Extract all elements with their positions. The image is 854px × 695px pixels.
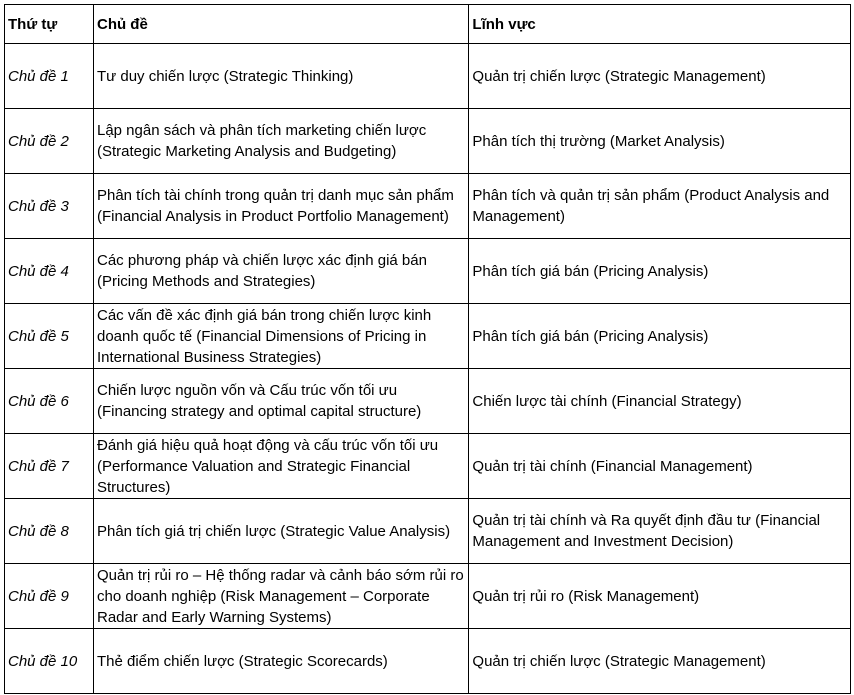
- table-row: [5, 564, 851, 629]
- topic-cell: Các phương pháp và chiến lược xác định giá bán (Pricing Methods and Strategies): [93, 239, 468, 304]
- order-cell: Chủ đề 6: [5, 369, 94, 434]
- topic-cell: Thẻ điểm chiến lược (Strategic Scorecards): [93, 629, 468, 694]
- table-header: [5, 5, 851, 44]
- table-row: [5, 434, 851, 499]
- order-cell: Chủ đề 8: [5, 499, 94, 564]
- header-topic: Chủ đề: [93, 5, 468, 44]
- topic-cell: Chiến lược nguồn vốn và Cấu trúc vốn tối ưu (Financing strategy and optimal capital structure): [93, 369, 468, 434]
- field-cell: Chiến lược tài chính (Financial Strategy): [469, 369, 851, 434]
- topic-cell: Phân tích tài chính trong quản trị danh mục sản phẩm (Financial Analysis in Product Portfolio Management): [93, 174, 468, 239]
- order-cell: Chủ đề 2: [5, 109, 94, 174]
- order-cell: Chủ đề 9: [5, 564, 94, 629]
- topic-cell: Tư duy chiến lược (Strategic Thinking): [93, 44, 468, 109]
- order-cell: Chủ đề 1: [5, 44, 94, 109]
- table-row: [5, 174, 851, 239]
- field-cell: Phân tích giá bán (Pricing Analysis): [469, 239, 851, 304]
- order-cell: Chủ đề 4: [5, 239, 94, 304]
- table-row: [5, 239, 851, 304]
- order-cell: Chủ đề 10: [5, 629, 94, 694]
- table-row: [5, 109, 851, 174]
- field-cell: Phân tích và quản trị sản phẩm (Product Analysis and Management): [469, 174, 851, 239]
- table-row: [5, 44, 851, 109]
- field-cell: Quản trị chiến lược (Strategic Management): [469, 44, 851, 109]
- topic-cell: Lập ngân sách và phân tích marketing chiến lược (Strategic Marketing Analysis and Budgeting): [93, 109, 468, 174]
- topic-cell: Quản trị rủi ro – Hệ thống radar và cảnh báo sớm rủi ro cho doanh nghiệp (Risk Management – Corporate Radar and Early Warning Systems): [93, 564, 468, 629]
- field-cell: Quản trị rủi ro (Risk Management): [469, 564, 851, 629]
- field-cell: Phân tích giá bán (Pricing Analysis): [469, 304, 851, 369]
- table-row: [5, 629, 851, 694]
- topic-cell: Các vấn đề xác định giá bán trong chiến lược kinh doanh quốc tế (Financial Dimensions of Pricing in International Business Strategies): [93, 304, 468, 369]
- table-body: [5, 44, 851, 694]
- field-cell: Quản trị tài chính (Financial Management): [469, 434, 851, 499]
- table-row: [5, 304, 851, 369]
- topic-cell: Đánh giá hiệu quả hoạt động và cấu trúc vốn tối ưu (Performance Valuation and Strategic Financial Structures): [93, 434, 468, 499]
- order-cell: Chủ đề 7: [5, 434, 94, 499]
- order-cell: Chủ đề 5: [5, 304, 94, 369]
- topic-table: [4, 4, 851, 694]
- field-cell: Phân tích thị trường (Market Analysis): [469, 109, 851, 174]
- table-row: [5, 499, 851, 564]
- table-row: [5, 369, 851, 434]
- header-order: Thứ tự: [5, 5, 94, 44]
- field-cell: Quản trị tài chính và Ra quyết định đầu tư (Financial Management and Investment Decision): [469, 499, 851, 564]
- header-field: Lĩnh vực: [469, 5, 851, 44]
- field-cell: Quản trị chiến lược (Strategic Management): [469, 629, 851, 694]
- topic-cell: Phân tích giá trị chiến lược (Strategic Value Analysis): [93, 499, 468, 564]
- header-row: [5, 5, 851, 44]
- order-cell: Chủ đề 3: [5, 174, 94, 239]
